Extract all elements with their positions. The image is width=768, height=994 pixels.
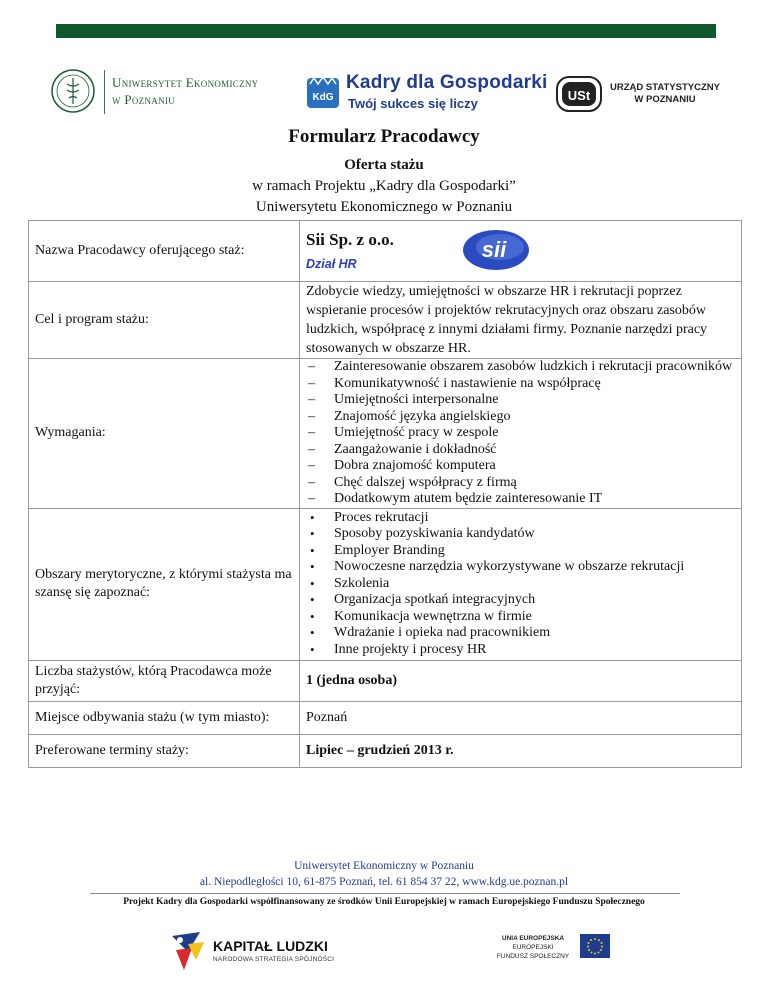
requirements-value: [300, 359, 742, 509]
list-item: • Nowoczesne narzędzia wykorzystywane w obszarze rekrutacji: [306, 559, 735, 576]
list-item: • Wdrażanie i opieka nad pracownikiem: [306, 625, 735, 642]
location-label: Miejsce odbywania stażu (w tym miasto):: [29, 701, 300, 734]
list-item: • Proces rekrutacji: [306, 510, 735, 527]
table-row: [29, 734, 742, 767]
table-row: [29, 359, 742, 509]
goal-label: Cel i program stażu:: [29, 282, 300, 359]
list-item: – Zainteresowanie obszarem zasobów ludzkich i rekrutacji pracowników: [306, 359, 735, 376]
header-logos: [0, 68, 768, 122]
list-item: • Sposoby pozyskiwania kandydatów: [306, 526, 735, 543]
list-item: • Inne projekty i procesy HR: [306, 642, 735, 659]
list-item: – Znajomość języka angielskiego: [306, 409, 735, 426]
employer-label: Nazwa Pracodawcy oferującego staż:: [29, 221, 300, 282]
requirements-label: Wymagania:: [29, 359, 300, 509]
goal-value: Zdobycie wiedzy, umiejętności w obszarze HR i rekrutacji poprzez wspieranie procesów i projektów rekrutacyjnych oraz obszaru zasobów ludzkich, współpracę z innymi działami firmy. Poznanie narzędzi pracy stosowanych w obszarze HR.: [300, 282, 742, 359]
kdg-logo-text: KdG: [312, 92, 334, 103]
university-name-line2: w Poznaniu: [112, 92, 175, 107]
eu-fund-label: [488, 934, 578, 961]
kapital-ludzki-title: KAPITAŁ LUDZKI: [213, 938, 328, 954]
eu-flag-icon: [580, 934, 610, 958]
subtitle-university: Uniwersytetu Ekonomicznego w Poznaniu: [255, 199, 513, 215]
header-bar: [56, 24, 716, 38]
employer-value: [300, 221, 742, 282]
subtitle-project: w ramach Projektu „Kadry dla Gospodarki”: [252, 178, 516, 194]
table-row: [29, 701, 742, 734]
kapital-ludzki-subtitle: NARODOWA STRATEGIA SPÓJNOŚCI: [213, 956, 335, 963]
list-item: – Komunikatywność i nastawienie na współpracę: [306, 376, 735, 393]
footer-project-note: Projekt Kadry dla Gospodarki współfinansowany ze środków Unii Europejskiej w ramach Europejskiego Funduszu Społecznego: [123, 897, 645, 907]
page-title: Formularz Pracodawcy: [288, 126, 480, 147]
statistics-office-name: [610, 82, 720, 106]
footer-address: al. Niepodległości 10, 61-875 Poznań, tel. 61 854 37 22, www.kdg.ue.poznan.pl: [199, 876, 569, 888]
list-item: • Szkolenia: [306, 576, 735, 593]
university-name: [112, 74, 258, 108]
table-row: [29, 508, 742, 660]
us-name-line1: URZĄD STATYSTYCZNY: [610, 82, 720, 93]
kdg-title: Kadry dla Gospodarki: [346, 72, 548, 93]
employer-department: Dział HR: [306, 256, 357, 271]
list-item: • Organizacja spotkań integracyjnych: [306, 592, 735, 609]
us-name-line2: W POZNANIU: [634, 94, 696, 105]
list-item: – Chęć dalszej współpracy z firmą: [306, 475, 735, 492]
university-seal-icon: [50, 68, 96, 114]
footer-institution: Uniwersytet Ekonomiczny w Poznaniu: [294, 860, 474, 872]
page-subtitle: [0, 155, 768, 218]
requirements-list: [306, 359, 735, 508]
sii-logo-text: sii: [481, 237, 507, 262]
footer-divider: [90, 893, 680, 894]
employer-form-table: [28, 220, 742, 768]
table-row: [29, 221, 742, 282]
university-divider: [104, 70, 105, 114]
eu-line1: UNIA EUROPEJSKA: [501, 935, 565, 942]
kdg-logo-icon: [306, 74, 340, 112]
table-row: [29, 282, 742, 359]
areas-list: [306, 510, 735, 659]
kdg-slogan: Twój sukces się liczy: [348, 96, 478, 111]
terms-value: Lipiec – grudzień 2013 r.: [300, 734, 742, 767]
kapital-ludzki-logo-icon: [170, 930, 206, 974]
list-item: • Komunikacja wewnętrzna w firmie: [306, 609, 735, 626]
subtitle-offer: Oferta stażu: [344, 157, 424, 173]
table-row: [29, 660, 742, 701]
areas-value: [300, 508, 742, 660]
list-item: – Zaangażowanie i dokładność: [306, 442, 735, 459]
interns-count-label: Liczba stażystów, którą Pracodawca może przyjąć:: [29, 660, 300, 701]
eu-line2: EUROPEJSKI: [512, 944, 554, 951]
employer-name: Sii Sp. z o.o.: [306, 229, 394, 249]
list-item: – Dodatkowym atutem będzie zainteresowanie IT: [306, 491, 735, 508]
statistics-office-logo-icon: [556, 76, 602, 112]
list-item: • Employer Branding: [306, 543, 735, 560]
footer-contact: [0, 858, 768, 890]
list-item: – Umiejętność pracy w zespole: [306, 425, 735, 442]
interns-count-value: 1 (jedna osoba): [300, 660, 742, 701]
areas-label: Obszary merytoryczne, z którymi stażysta ma szansę się zapoznać:: [29, 508, 300, 660]
university-name-line1: Uniwersytet Ekonomiczny: [112, 75, 259, 90]
sii-logo-icon: [460, 227, 532, 273]
list-item: – Umiejętności interpersonalne: [306, 392, 735, 409]
us-logo-text: USt: [567, 88, 591, 103]
terms-label: Preferowane terminy staży:: [29, 734, 300, 767]
eu-line3: FUNDUSZ SPOŁECZNY: [496, 953, 570, 960]
list-item: – Dobra znajomość komputera: [306, 458, 735, 475]
location-value: Poznań: [300, 701, 742, 734]
